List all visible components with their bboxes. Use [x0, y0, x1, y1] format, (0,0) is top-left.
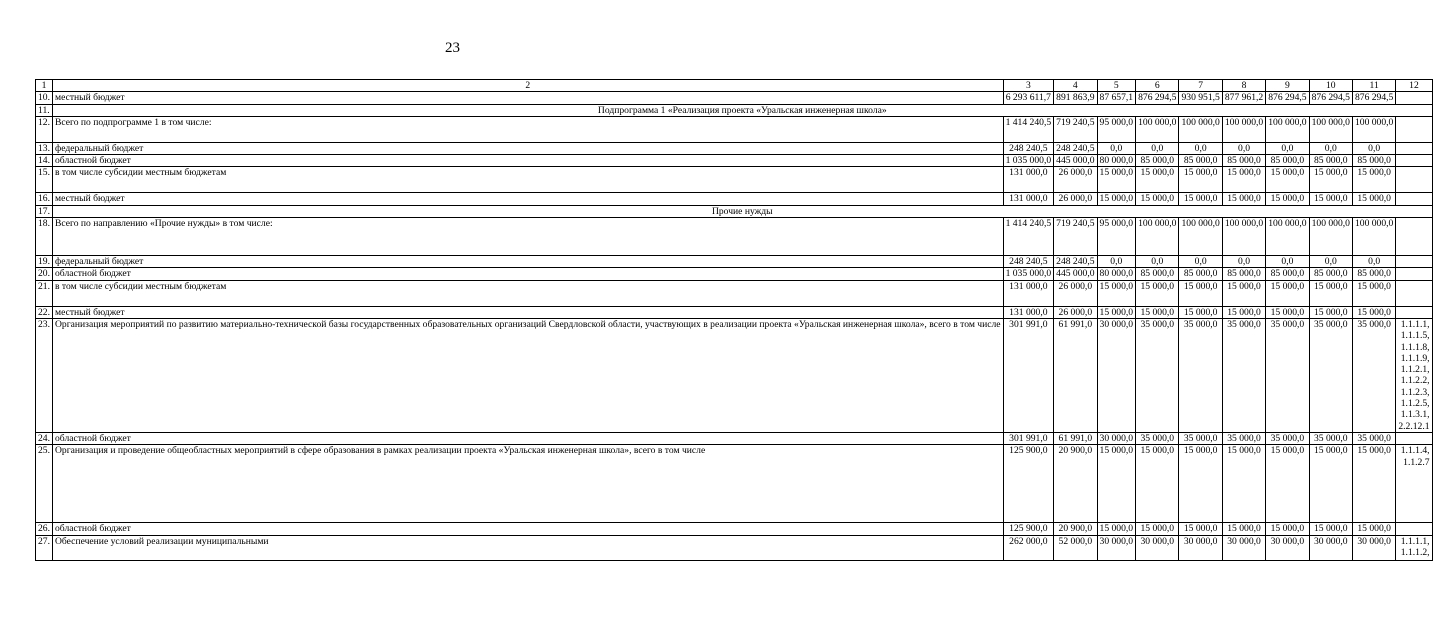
- target-codes: [1396, 167, 1432, 193]
- value-cell: 0,0: [1352, 142, 1395, 154]
- value-cell: 35 000,0: [1352, 318, 1395, 432]
- table-row: [36, 535, 1433, 560]
- column-header: 8: [1222, 80, 1265, 92]
- value-cell: 100 000,0: [1179, 116, 1222, 142]
- table-row: [36, 268, 1433, 280]
- value-cell: 15 000,0: [1266, 280, 1309, 306]
- value-cell: 301 991,0: [1003, 432, 1054, 444]
- section-title: Прочие нужды: [53, 205, 1433, 217]
- value-cell: 0,0: [1179, 256, 1222, 268]
- column-header: 2: [53, 80, 1004, 92]
- target-code: 1.1.2.3,: [1400, 386, 1430, 398]
- value-cell: 85 000,0: [1222, 268, 1265, 280]
- value-cell: 262 000,0: [1003, 535, 1054, 560]
- table-row: [36, 92, 1433, 104]
- value-cell: 15 000,0: [1352, 445, 1395, 523]
- column-header: 7: [1179, 80, 1222, 92]
- value-cell: 15 000,0: [1222, 193, 1265, 205]
- row-label: областной бюджет: [53, 268, 1004, 280]
- value-cell: 15 000,0: [1136, 306, 1179, 318]
- table-row: [36, 142, 1433, 154]
- value-cell: 0,0: [1222, 256, 1265, 268]
- row-label: Организация и проведение общеобластных мероприятий в сфере образования в рамках реализации проекта «Уральская инженерная школа», всего в том числе: [53, 445, 1004, 523]
- target-codes: [1396, 535, 1432, 560]
- value-cell: 35 000,0: [1222, 318, 1265, 432]
- row-number: 21.: [36, 280, 53, 306]
- value-cell: 35 000,0: [1309, 318, 1352, 432]
- table-row: [36, 256, 1433, 268]
- value-cell: 15 000,0: [1352, 167, 1395, 193]
- value-cell: 85 000,0: [1266, 155, 1309, 167]
- value-cell: 15 000,0: [1136, 193, 1179, 205]
- value-cell: 6 293 611,7: [1003, 92, 1054, 104]
- value-cell: 876 294,5: [1352, 92, 1395, 104]
- value-cell: 0,0: [1266, 142, 1309, 154]
- value-cell: 35 000,0: [1179, 432, 1222, 444]
- column-header: 10: [1309, 80, 1352, 92]
- row-label: местный бюджет: [53, 306, 1004, 318]
- value-cell: 15 000,0: [1179, 193, 1222, 205]
- value-cell: 15 000,0: [1266, 193, 1309, 205]
- value-cell: 131 000,0: [1003, 167, 1054, 193]
- row-label: в том числе субсидии местным бюджетам: [53, 167, 1004, 193]
- value-cell: 15 000,0: [1136, 523, 1179, 535]
- target-code: 1.1.1.2,: [1400, 546, 1430, 558]
- column-header: 5: [1097, 80, 1136, 92]
- value-cell: 15 000,0: [1352, 193, 1395, 205]
- value-cell: 35 000,0: [1136, 318, 1179, 432]
- value-cell: 95 000,0: [1097, 218, 1136, 256]
- value-cell: 35 000,0: [1222, 432, 1265, 444]
- value-cell: 100 000,0: [1136, 218, 1179, 256]
- value-cell: 0,0: [1309, 256, 1352, 268]
- target-code: 1.1.1.4,: [1400, 445, 1430, 457]
- value-cell: 131 000,0: [1003, 193, 1054, 205]
- value-cell: 100 000,0: [1222, 218, 1265, 256]
- row-number: 10.: [36, 92, 53, 104]
- target-codes: [1396, 523, 1432, 535]
- value-cell: 131 000,0: [1003, 280, 1054, 306]
- value-cell: 15 000,0: [1352, 280, 1395, 306]
- value-cell: 15 000,0: [1179, 280, 1222, 306]
- value-cell: 15 000,0: [1136, 167, 1179, 193]
- value-cell: 26 000,0: [1054, 167, 1097, 193]
- value-cell: 1 035 000,0: [1003, 268, 1054, 280]
- value-cell: 930 951,5: [1179, 92, 1222, 104]
- row-number: 13.: [36, 142, 53, 154]
- value-cell: 80 000,0: [1097, 155, 1136, 167]
- table-row: [36, 218, 1433, 256]
- value-cell: 80 000,0: [1097, 268, 1136, 280]
- target-code: 1.1.2.2,: [1400, 375, 1430, 387]
- value-cell: 85 000,0: [1179, 268, 1222, 280]
- value-cell: 15 000,0: [1309, 523, 1352, 535]
- value-cell: 15 000,0: [1179, 167, 1222, 193]
- value-cell: 20 900,0: [1054, 523, 1097, 535]
- row-number: 14.: [36, 155, 53, 167]
- value-cell: 877 961,2: [1222, 92, 1265, 104]
- row-number: 25.: [36, 445, 53, 523]
- section-title: Подпрограмма 1 «Реализация проекта «Уральская инженерная школа»: [53, 104, 1433, 116]
- row-label: Всего по подпрограмме 1 в том числе:: [53, 116, 1004, 142]
- value-cell: 30 000,0: [1097, 535, 1136, 560]
- value-cell: 85 000,0: [1352, 155, 1395, 167]
- target-code: 1.1.2.7: [1403, 456, 1430, 468]
- budget-table: [35, 79, 1433, 561]
- value-cell: 30 000,0: [1179, 535, 1222, 560]
- row-label: областной бюджет: [53, 432, 1004, 444]
- row-number: 16.: [36, 193, 53, 205]
- value-cell: 15 000,0: [1097, 523, 1136, 535]
- value-cell: 15 000,0: [1309, 280, 1352, 306]
- value-cell: 15 000,0: [1309, 193, 1352, 205]
- value-cell: 85 000,0: [1222, 155, 1265, 167]
- value-cell: 0,0: [1222, 142, 1265, 154]
- target-codes: [1396, 432, 1432, 444]
- row-label: областной бюджет: [53, 155, 1004, 167]
- value-cell: 100 000,0: [1266, 218, 1309, 256]
- row-number: 11.: [36, 104, 53, 116]
- value-cell: 35 000,0: [1309, 432, 1352, 444]
- row-label: областной бюджет: [53, 523, 1004, 535]
- value-cell: 30 000,0: [1266, 535, 1309, 560]
- value-cell: 248 240,5: [1054, 256, 1097, 268]
- target-codes: [1396, 256, 1432, 268]
- column-header: 3: [1003, 80, 1054, 92]
- value-cell: 0,0: [1266, 256, 1309, 268]
- value-cell: 248 240,5: [1054, 142, 1097, 154]
- value-cell: 85 000,0: [1309, 155, 1352, 167]
- row-label: Обеспечение условий реализации муниципальными: [53, 535, 1004, 560]
- value-cell: 100 000,0: [1352, 116, 1395, 142]
- target-code: 1.1.1.8,: [1400, 341, 1430, 353]
- target-code: 1.1.1.5,: [1400, 330, 1430, 342]
- target-codes: [1396, 116, 1432, 142]
- target-codes: [1396, 280, 1432, 306]
- value-cell: 100 000,0: [1136, 116, 1179, 142]
- value-cell: 100 000,0: [1266, 116, 1309, 142]
- value-cell: 248 240,5: [1003, 142, 1054, 154]
- value-cell: 30 000,0: [1309, 535, 1352, 560]
- value-cell: 125 900,0: [1003, 523, 1054, 535]
- value-cell: 719 240,5: [1054, 116, 1097, 142]
- value-cell: 15 000,0: [1266, 306, 1309, 318]
- column-header: 1: [36, 80, 53, 92]
- value-cell: 15 000,0: [1222, 445, 1265, 523]
- target-code: 1.1.1.9,: [1400, 352, 1430, 364]
- value-cell: 100 000,0: [1352, 218, 1395, 256]
- value-cell: 100 000,0: [1309, 218, 1352, 256]
- value-cell: 26 000,0: [1054, 193, 1097, 205]
- target-code: 2.2.12.1: [1398, 420, 1430, 432]
- value-cell: 15 000,0: [1266, 523, 1309, 535]
- value-cell: 100 000,0: [1309, 116, 1352, 142]
- target-codes: [1396, 142, 1432, 154]
- value-cell: 15 000,0: [1097, 306, 1136, 318]
- table-row: [36, 445, 1433, 523]
- row-number: 23.: [36, 318, 53, 432]
- target-code: 1.1.1.1,: [1400, 318, 1430, 330]
- table-row: [36, 116, 1433, 142]
- value-cell: 35 000,0: [1179, 318, 1222, 432]
- row-number: 19.: [36, 256, 53, 268]
- column-header: 9: [1266, 80, 1309, 92]
- value-cell: 15 000,0: [1309, 306, 1352, 318]
- value-cell: 15 000,0: [1179, 523, 1222, 535]
- target-codes: [1396, 318, 1432, 432]
- value-cell: 26 000,0: [1054, 306, 1097, 318]
- value-cell: 0,0: [1136, 142, 1179, 154]
- value-cell: 15 000,0: [1136, 445, 1179, 523]
- row-label: в том числе субсидии местным бюджетам: [53, 280, 1004, 306]
- value-cell: 445 000,0: [1054, 268, 1097, 280]
- value-cell: 85 000,0: [1266, 268, 1309, 280]
- value-cell: 15 000,0: [1136, 280, 1179, 306]
- value-cell: 35 000,0: [1136, 432, 1179, 444]
- value-cell: 15 000,0: [1309, 445, 1352, 523]
- target-codes: [1396, 92, 1432, 104]
- row-label: федеральный бюджет: [53, 142, 1004, 154]
- target-codes: [1396, 218, 1432, 256]
- value-cell: 0,0: [1179, 142, 1222, 154]
- target-codes: [1396, 155, 1432, 167]
- column-header: 6: [1136, 80, 1179, 92]
- target-codes: [1396, 445, 1432, 523]
- row-number: 12.: [36, 116, 53, 142]
- value-cell: 15 000,0: [1179, 445, 1222, 523]
- value-cell: 87 657,1: [1097, 92, 1136, 104]
- value-cell: 100 000,0: [1222, 116, 1265, 142]
- table-row: [36, 205, 1433, 217]
- value-cell: 876 294,5: [1136, 92, 1179, 104]
- value-cell: 15 000,0: [1097, 280, 1136, 306]
- value-cell: 61 991,0: [1054, 432, 1097, 444]
- value-cell: 95 000,0: [1097, 116, 1136, 142]
- value-cell: 35 000,0: [1266, 318, 1309, 432]
- value-cell: 15 000,0: [1097, 167, 1136, 193]
- value-cell: 1 414 240,5: [1003, 218, 1054, 256]
- value-cell: 30 000,0: [1097, 318, 1136, 432]
- value-cell: 876 294,5: [1266, 92, 1309, 104]
- value-cell: 0,0: [1309, 142, 1352, 154]
- value-cell: 15 000,0: [1097, 445, 1136, 523]
- value-cell: 35 000,0: [1352, 432, 1395, 444]
- value-cell: 445 000,0: [1054, 155, 1097, 167]
- table-row: [36, 167, 1433, 193]
- target-codes: [1396, 306, 1432, 318]
- table-row: [36, 306, 1433, 318]
- value-cell: 30 000,0: [1222, 535, 1265, 560]
- value-cell: 26 000,0: [1054, 280, 1097, 306]
- value-cell: 85 000,0: [1352, 268, 1395, 280]
- value-cell: 1 414 240,5: [1003, 116, 1054, 142]
- table-row: [36, 280, 1433, 306]
- value-cell: 0,0: [1352, 256, 1395, 268]
- row-number: 20.: [36, 268, 53, 280]
- target-codes: [1396, 268, 1432, 280]
- value-cell: 85 000,0: [1136, 155, 1179, 167]
- value-cell: 15 000,0: [1266, 167, 1309, 193]
- value-cell: 0,0: [1097, 256, 1136, 268]
- value-cell: 85 000,0: [1309, 268, 1352, 280]
- value-cell: 30 000,0: [1352, 535, 1395, 560]
- row-number: 18.: [36, 218, 53, 256]
- value-cell: 131 000,0: [1003, 306, 1054, 318]
- value-cell: 35 000,0: [1266, 432, 1309, 444]
- column-header: 4: [1054, 80, 1097, 92]
- value-cell: 20 900,0: [1054, 445, 1097, 523]
- value-cell: 891 863,9: [1054, 92, 1097, 104]
- value-cell: 248 240,5: [1003, 256, 1054, 268]
- value-cell: 30 000,0: [1136, 535, 1179, 560]
- target-code: 1.1.1.1,: [1400, 535, 1430, 547]
- table-row: [36, 155, 1433, 167]
- target-code: 1.1.2.5,: [1400, 398, 1430, 410]
- row-label: федеральный бюджет: [53, 256, 1004, 268]
- row-number: 22.: [36, 306, 53, 318]
- value-cell: 85 000,0: [1136, 268, 1179, 280]
- value-cell: 301 991,0: [1003, 318, 1054, 432]
- value-cell: 876 294,5: [1309, 92, 1352, 104]
- page-number: 23: [445, 40, 460, 56]
- target-code: 1.1.3.1,: [1400, 409, 1430, 421]
- row-number: 17.: [36, 205, 53, 217]
- value-cell: 61 991,0: [1054, 318, 1097, 432]
- table-row: [36, 318, 1433, 432]
- value-cell: 719 240,5: [1054, 218, 1097, 256]
- value-cell: 1 035 000,0: [1003, 155, 1054, 167]
- row-number: 27.: [36, 535, 53, 560]
- value-cell: 15 000,0: [1097, 193, 1136, 205]
- row-label: Организация мероприятий по развитию материально-технической базы государственных образовательных организаций Свердловской области, участвующих в реализации проекта «Уральская инженерная школа», всего в том числе: [53, 318, 1004, 432]
- value-cell: 85 000,0: [1179, 155, 1222, 167]
- row-label: местный бюджет: [53, 92, 1004, 104]
- column-header: 11: [1352, 80, 1395, 92]
- target-code: 1.1.2.1,: [1400, 364, 1430, 376]
- row-label: местный бюджет: [53, 193, 1004, 205]
- target-codes: [1396, 193, 1432, 205]
- header-row: [36, 80, 1433, 92]
- row-number: 24.: [36, 432, 53, 444]
- value-cell: 125 900,0: [1003, 445, 1054, 523]
- value-cell: 52 000,0: [1054, 535, 1097, 560]
- table-row: [36, 193, 1433, 205]
- row-label: Всего по направлению «Прочие нужды» в том числе:: [53, 218, 1004, 256]
- row-number: 26.: [36, 523, 53, 535]
- value-cell: 15 000,0: [1222, 306, 1265, 318]
- value-cell: 100 000,0: [1179, 218, 1222, 256]
- value-cell: 0,0: [1097, 142, 1136, 154]
- column-header: 12: [1396, 80, 1432, 92]
- value-cell: 15 000,0: [1222, 523, 1265, 535]
- value-cell: 15 000,0: [1352, 523, 1395, 535]
- value-cell: 15 000,0: [1266, 445, 1309, 523]
- value-cell: 30 000,0: [1097, 432, 1136, 444]
- value-cell: 0,0: [1136, 256, 1179, 268]
- row-number: 15.: [36, 167, 53, 193]
- value-cell: 15 000,0: [1222, 280, 1265, 306]
- value-cell: 15 000,0: [1179, 306, 1222, 318]
- value-cell: 15 000,0: [1352, 306, 1395, 318]
- value-cell: 15 000,0: [1222, 167, 1265, 193]
- table-row: [36, 432, 1433, 444]
- value-cell: 15 000,0: [1309, 167, 1352, 193]
- table-row: [36, 104, 1433, 116]
- table-row: [36, 523, 1433, 535]
